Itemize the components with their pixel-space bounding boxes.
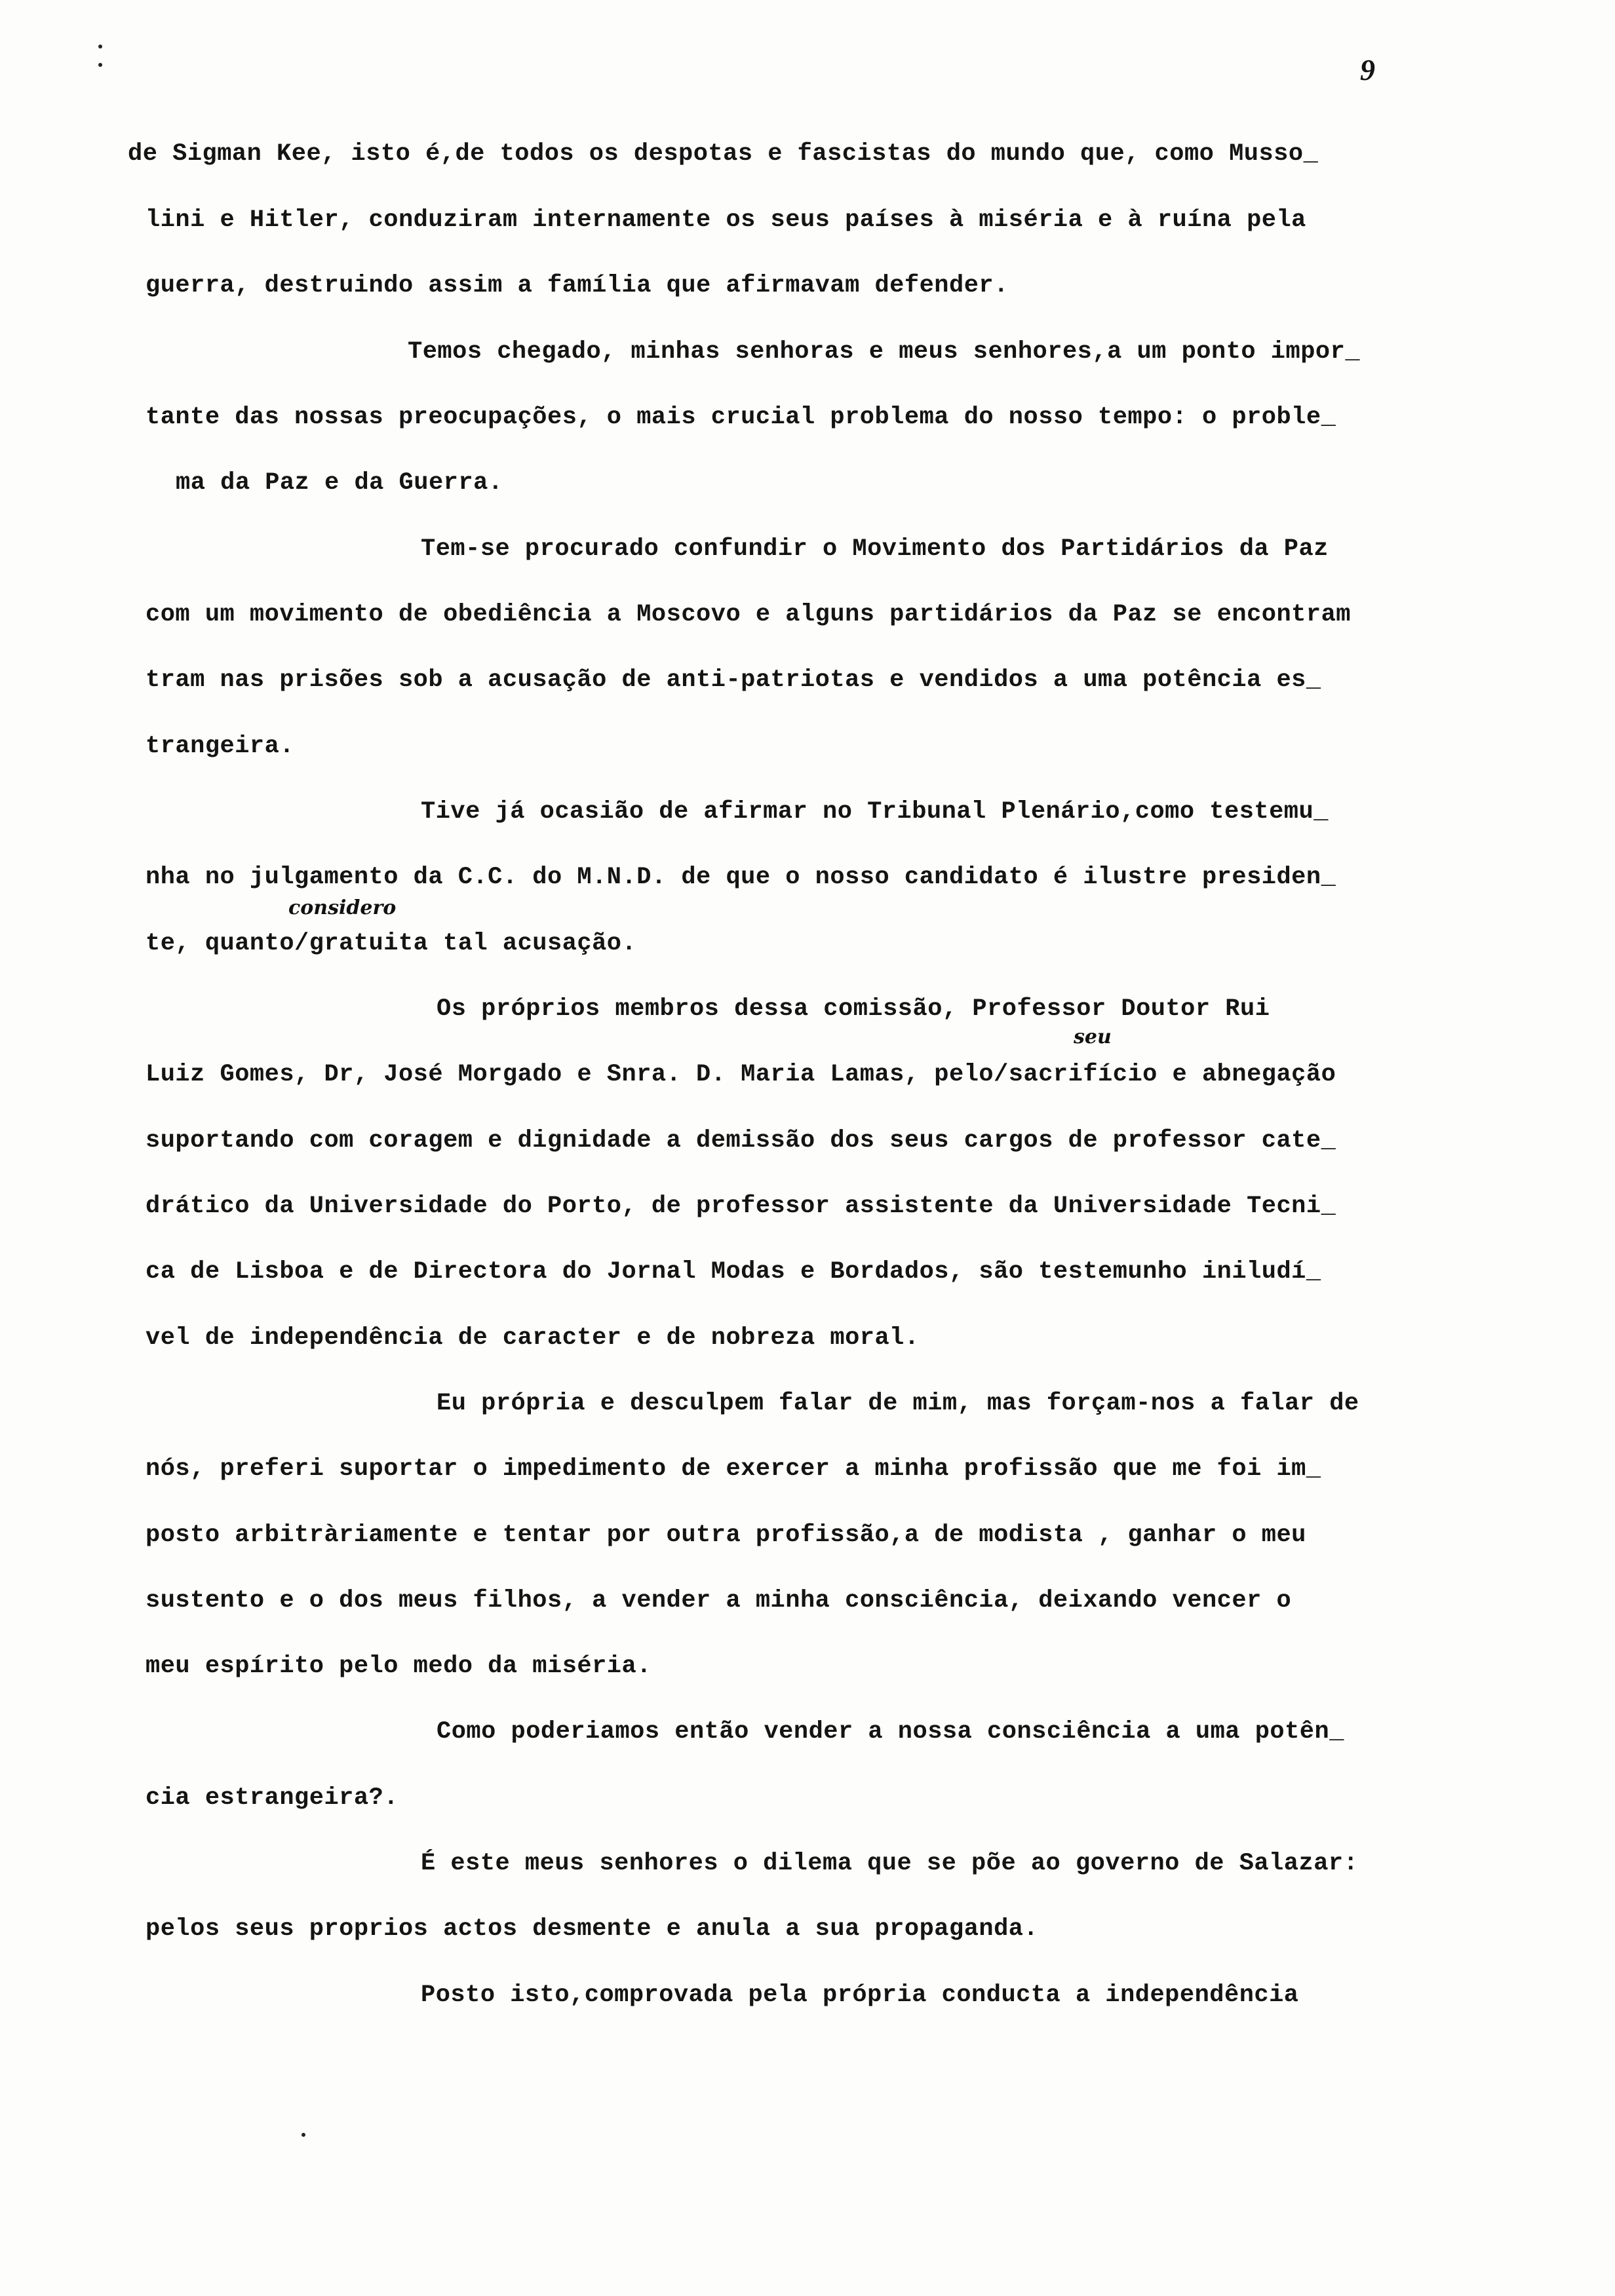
handwritten-annotation: seu bbox=[1074, 1025, 1112, 1048]
margin-speck bbox=[98, 45, 102, 48]
text-line: sustento e o dos meus filhos, a vender a minha consciência, deixando vencer o bbox=[146, 1587, 1292, 1615]
text-line: Luiz Gomes, Dr, José Morgado e Snra. D. Maria Lamas, pelo/sacrifício e abnegação bbox=[146, 1061, 1336, 1088]
text-line: É este meus senhores o dilema que se põe ao governo de Salazar: bbox=[421, 1850, 1359, 1877]
text-line: meu espírito pelo medo da miséria. bbox=[146, 1653, 652, 1680]
text-line: ca de Lisboa e de Directora do Jornal Modas e Bordados, são testemunho iniludí_ bbox=[146, 1258, 1321, 1286]
margin-speck bbox=[302, 2133, 305, 2137]
text-line: trangeira. bbox=[146, 733, 295, 760]
text-line: Tive já ocasião de afirmar no Tribunal Plenário,como testemu_ bbox=[421, 798, 1329, 826]
text-line: lini e Hitler, conduziram internamente os seus países à miséria e à ruína pela bbox=[146, 206, 1306, 234]
text-line: cia estrangeira?. bbox=[146, 1784, 399, 1812]
text-line: tante das nossas preocupações, o mais crucial problema do nosso tempo: o proble_ bbox=[146, 404, 1336, 431]
text-line: pelos seus proprios actos desmente e anula a sua propaganda. bbox=[146, 1915, 1039, 1943]
margin-speck bbox=[98, 63, 102, 67]
text-line: suportando com coragem e dignidade a demissão dos seus cargos de professor cate_ bbox=[146, 1127, 1336, 1155]
text-line: guerra, destruindo assim a família que afirmavam defender. bbox=[146, 272, 1009, 299]
text-line: Posto isto,comprovada pela própria conducta a independência bbox=[421, 1981, 1299, 2009]
text-line: de Sigman Kee, isto é,de todos os despotas e fascistas do mundo que, como Musso_ bbox=[128, 140, 1319, 168]
text-line: vel de independência de caracter e de nobreza moral. bbox=[146, 1324, 920, 1352]
text-line: Os próprios membros dessa comissão, Professor Doutor Rui bbox=[437, 995, 1270, 1023]
text-line: Eu própria e desculpem falar de mim, mas forçam-nos a falar de bbox=[437, 1390, 1359, 1417]
text-line: nha no julgamento da C.C. do M.N.D. de que o nosso candidato é ilustre presiden_ bbox=[146, 864, 1336, 891]
text-line: com um movimento de obediência a Moscovo e alguns partidários da Paz se encontram bbox=[146, 601, 1351, 628]
text-line: te, quanto/gratuita tal acusação. bbox=[146, 930, 637, 957]
text-line: tram nas prisões sob a acusação de anti-patriotas e vendidos a uma potência es_ bbox=[146, 666, 1321, 694]
text-line: ma da Paz e da Guerra. bbox=[176, 469, 503, 497]
text-line: posto arbitràriamente e tentar por outra profissão,a de modista , ganhar o meu bbox=[146, 1521, 1306, 1549]
text-line: drático da Universidade do Porto, de professor assistente da Universidade Tecni_ bbox=[146, 1193, 1336, 1220]
text-line: Temos chegado, minhas senhoras e meus senhores,a um ponto impor_ bbox=[408, 338, 1361, 366]
text-line: Como poderiamos então vender a nossa consciência a uma potên_ bbox=[437, 1718, 1344, 1746]
page-number: 9 bbox=[1360, 53, 1375, 86]
text-line: nós, preferi suportar o impedimento de exercer a minha profissão que me foi im_ bbox=[146, 1455, 1321, 1483]
handwritten-annotation: considero bbox=[288, 896, 397, 919]
text-line: Tem-se procurado confundir o Movimento dos Partidários da Paz bbox=[421, 535, 1329, 563]
